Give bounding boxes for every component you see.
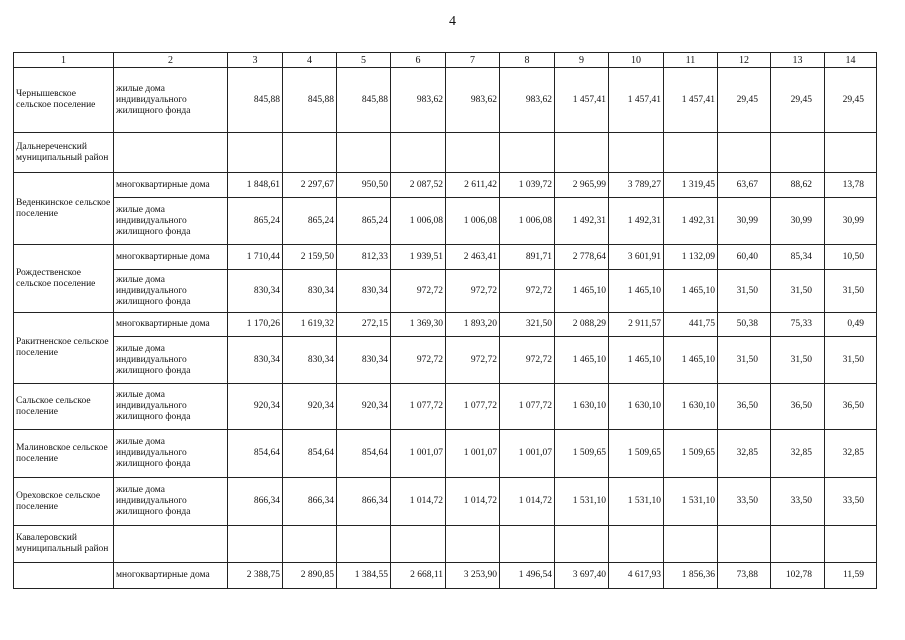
column-header-14: 14 [825, 53, 877, 68]
value-cell [664, 133, 718, 173]
value-cell: 1 006,08 [391, 198, 446, 245]
value-cell: 972,72 [391, 270, 446, 313]
value-cell: 1 170,26 [228, 313, 283, 337]
value-cell: 13,78 [825, 173, 877, 198]
housing-type-cell: многоквартирные дома [114, 173, 228, 198]
value-cell: 30,99 [771, 198, 825, 245]
value-cell: 30,99 [718, 198, 771, 245]
value-cell: 31,50 [825, 337, 877, 384]
value-cell: 845,88 [228, 68, 283, 133]
value-cell: 2 087,52 [391, 173, 446, 198]
value-cell: 983,62 [391, 68, 446, 133]
housing-type-cell: многоквартирные дома [114, 313, 228, 337]
table-row [14, 563, 877, 589]
column-header-1: 1 [14, 53, 114, 68]
value-cell: 63,67 [718, 173, 771, 198]
housing-type-cell: многоквартирные дома [114, 245, 228, 270]
value-cell: 1 939,51 [391, 245, 446, 270]
value-cell [446, 526, 500, 563]
settlement-name-cell: Чернышевское сельское поселение [14, 68, 114, 133]
value-cell: 1 014,72 [500, 478, 555, 526]
value-cell: 31,50 [771, 337, 825, 384]
value-cell [609, 526, 664, 563]
value-cell: 2 965,99 [555, 173, 609, 198]
value-cell: 102,78 [771, 563, 825, 589]
housing-type-cell: жилые дома индивидуального жилищного фонда [114, 478, 228, 526]
value-cell [446, 133, 500, 173]
value-cell: 30,99 [825, 198, 877, 245]
value-cell: 31,50 [771, 270, 825, 313]
settlement-name-cell [14, 563, 114, 589]
settlement-name-cell: Сальское сельское поселение [14, 384, 114, 430]
value-cell: 36,50 [718, 384, 771, 430]
value-cell: 1 710,44 [228, 245, 283, 270]
tariff-table [13, 52, 877, 589]
value-cell [771, 133, 825, 173]
value-cell: 972,72 [500, 337, 555, 384]
value-cell: 1 001,07 [391, 430, 446, 478]
value-cell: 1 384,55 [337, 563, 391, 589]
value-cell [500, 133, 555, 173]
value-cell: 3 789,27 [609, 173, 664, 198]
value-cell: 920,34 [228, 384, 283, 430]
column-header-12: 12 [718, 53, 771, 68]
value-cell: 854,64 [337, 430, 391, 478]
value-cell: 1 492,31 [664, 198, 718, 245]
value-cell: 1 006,08 [500, 198, 555, 245]
value-cell: 1 077,72 [500, 384, 555, 430]
table-row [14, 478, 877, 526]
column-header-9: 9 [555, 53, 609, 68]
value-cell [228, 526, 283, 563]
value-cell: 2 611,42 [446, 173, 500, 198]
value-cell [500, 526, 555, 563]
value-cell: 2 297,67 [283, 173, 337, 198]
value-cell: 1 465,10 [664, 270, 718, 313]
value-cell: 865,24 [337, 198, 391, 245]
value-cell: 830,34 [228, 270, 283, 313]
settlement-name-cell: Ракитненское сельское поселение [14, 313, 114, 384]
column-header-7: 7 [446, 53, 500, 68]
value-cell: 2 668,11 [391, 563, 446, 589]
value-cell: 32,85 [718, 430, 771, 478]
value-cell: 1 014,72 [446, 478, 500, 526]
value-cell: 830,34 [337, 270, 391, 313]
value-cell: 31,50 [825, 270, 877, 313]
value-cell: 321,50 [500, 313, 555, 337]
value-cell: 1 496,54 [500, 563, 555, 589]
settlement-name-cell: Рождественское сельское поселение [14, 245, 114, 313]
value-cell [825, 526, 877, 563]
column-header-8: 8 [500, 53, 555, 68]
value-cell: 1 509,65 [555, 430, 609, 478]
value-cell: 854,64 [228, 430, 283, 478]
column-header-13: 13 [771, 53, 825, 68]
column-header-11: 11 [664, 53, 718, 68]
value-cell: 0,49 [825, 313, 877, 337]
value-cell: 1 014,72 [391, 478, 446, 526]
value-cell: 50,38 [718, 313, 771, 337]
value-cell: 1 893,20 [446, 313, 500, 337]
value-cell: 2 388,75 [228, 563, 283, 589]
value-cell: 1 630,10 [555, 384, 609, 430]
settlement-name-cell: Дальнереченский муниципальный район [14, 133, 114, 173]
housing-type-cell: жилые дома индивидуального жилищного фонда [114, 384, 228, 430]
value-cell: 2 159,50 [283, 245, 337, 270]
value-cell: 845,88 [337, 68, 391, 133]
housing-type-cell: жилые дома индивидуального жилищного фонда [114, 68, 228, 133]
value-cell: 2 778,64 [555, 245, 609, 270]
housing-type-cell: жилые дома индивидуального жилищного фонда [114, 337, 228, 384]
column-header-10: 10 [609, 53, 664, 68]
value-cell: 31,50 [718, 270, 771, 313]
value-cell: 272,15 [337, 313, 391, 337]
value-cell: 865,24 [283, 198, 337, 245]
column-header-6: 6 [391, 53, 446, 68]
value-cell: 1 001,07 [500, 430, 555, 478]
value-cell: 1 856,36 [664, 563, 718, 589]
value-cell: 972,72 [391, 337, 446, 384]
value-cell [337, 133, 391, 173]
value-cell: 1 319,45 [664, 173, 718, 198]
value-cell: 33,50 [771, 478, 825, 526]
table-row [14, 526, 877, 563]
value-cell: 845,88 [283, 68, 337, 133]
column-header-4: 4 [283, 53, 337, 68]
value-cell: 36,50 [771, 384, 825, 430]
value-cell: 1 132,09 [664, 245, 718, 270]
value-cell: 1 465,10 [555, 270, 609, 313]
value-cell: 60,40 [718, 245, 771, 270]
table-row [14, 270, 877, 313]
value-cell: 1 077,72 [391, 384, 446, 430]
table-row [14, 133, 877, 173]
column-header-5: 5 [337, 53, 391, 68]
value-cell: 33,50 [718, 478, 771, 526]
value-cell: 950,50 [337, 173, 391, 198]
value-cell: 1 492,31 [555, 198, 609, 245]
value-cell: 983,62 [446, 68, 500, 133]
value-cell [283, 526, 337, 563]
value-cell: 891,71 [500, 245, 555, 270]
value-cell: 33,50 [825, 478, 877, 526]
value-cell: 441,75 [664, 313, 718, 337]
value-cell: 1 465,10 [609, 270, 664, 313]
value-cell: 3 601,91 [609, 245, 664, 270]
value-cell: 75,33 [771, 313, 825, 337]
value-cell [391, 133, 446, 173]
value-cell: 3 253,90 [446, 563, 500, 589]
page-number: 4 [449, 14, 456, 29]
housing-type-cell: жилые дома индивидуального жилищного фонда [114, 270, 228, 313]
value-cell: 920,34 [283, 384, 337, 430]
value-cell: 866,34 [283, 478, 337, 526]
value-cell [771, 526, 825, 563]
value-cell: 983,62 [500, 68, 555, 133]
table-row [14, 337, 877, 384]
value-cell: 1 006,08 [446, 198, 500, 245]
value-cell: 1 457,41 [664, 68, 718, 133]
value-cell: 1 630,10 [609, 384, 664, 430]
value-cell: 1 077,72 [446, 384, 500, 430]
value-cell: 866,34 [228, 478, 283, 526]
table-row [14, 384, 877, 430]
value-cell: 830,34 [228, 337, 283, 384]
value-cell [337, 526, 391, 563]
value-cell: 854,64 [283, 430, 337, 478]
value-cell: 73,88 [718, 563, 771, 589]
value-cell: 88,62 [771, 173, 825, 198]
value-cell: 1 509,65 [664, 430, 718, 478]
table-row [14, 173, 877, 198]
value-cell [718, 133, 771, 173]
value-cell: 10,50 [825, 245, 877, 270]
housing-type-cell [114, 133, 228, 173]
value-cell: 972,72 [500, 270, 555, 313]
column-header-2: 2 [114, 53, 228, 68]
value-cell: 2 911,57 [609, 313, 664, 337]
value-cell: 1 630,10 [664, 384, 718, 430]
value-cell: 1 531,10 [555, 478, 609, 526]
value-cell: 32,85 [825, 430, 877, 478]
value-cell: 1 369,30 [391, 313, 446, 337]
value-cell: 830,34 [283, 270, 337, 313]
table-row [14, 430, 877, 478]
value-cell: 2 463,41 [446, 245, 500, 270]
value-cell: 32,85 [771, 430, 825, 478]
value-cell: 1 619,32 [283, 313, 337, 337]
housing-type-cell [114, 526, 228, 563]
table-row [14, 68, 877, 133]
value-cell: 1 457,41 [609, 68, 664, 133]
value-cell: 4 617,93 [609, 563, 664, 589]
value-cell [664, 526, 718, 563]
settlement-name-cell: Кавалеровский муниципальный район [14, 526, 114, 563]
value-cell: 1 848,61 [228, 173, 283, 198]
value-cell: 1 465,10 [555, 337, 609, 384]
housing-type-cell: многоквартирные дома [114, 563, 228, 589]
value-cell: 830,34 [283, 337, 337, 384]
value-cell [555, 133, 609, 173]
value-cell: 2 890,85 [283, 563, 337, 589]
header-row [14, 53, 877, 68]
table-row [14, 198, 877, 245]
value-cell: 1 509,65 [609, 430, 664, 478]
value-cell: 1 457,41 [555, 68, 609, 133]
value-cell: 972,72 [446, 337, 500, 384]
value-cell: 865,24 [228, 198, 283, 245]
value-cell: 1 465,10 [609, 337, 664, 384]
value-cell [825, 133, 877, 173]
table-row [14, 245, 877, 270]
value-cell: 36,50 [825, 384, 877, 430]
value-cell: 29,45 [771, 68, 825, 133]
value-cell: 972,72 [446, 270, 500, 313]
settlement-name-cell: Ореховское сельское поселение [14, 478, 114, 526]
value-cell: 1 039,72 [500, 173, 555, 198]
settlement-name-cell: Малиновское сельское поселение [14, 430, 114, 478]
housing-type-cell: жилые дома индивидуального жилищного фонда [114, 198, 228, 245]
value-cell: 812,33 [337, 245, 391, 270]
value-cell [391, 526, 446, 563]
value-cell: 1 465,10 [664, 337, 718, 384]
value-cell [718, 526, 771, 563]
value-cell: 29,45 [718, 68, 771, 133]
value-cell: 29,45 [825, 68, 877, 133]
value-cell: 3 697,40 [555, 563, 609, 589]
value-cell: 830,34 [337, 337, 391, 384]
value-cell [555, 526, 609, 563]
value-cell: 31,50 [718, 337, 771, 384]
value-cell: 1 531,10 [664, 478, 718, 526]
value-cell: 866,34 [337, 478, 391, 526]
value-cell [228, 133, 283, 173]
value-cell: 1 492,31 [609, 198, 664, 245]
value-cell: 1 531,10 [609, 478, 664, 526]
value-cell: 920,34 [337, 384, 391, 430]
column-header-3: 3 [228, 53, 283, 68]
value-cell: 1 001,07 [446, 430, 500, 478]
value-cell [609, 133, 664, 173]
housing-type-cell: жилые дома индивидуального жилищного фонда [114, 430, 228, 478]
value-cell [283, 133, 337, 173]
settlement-name-cell: Веденкинское сельское поселение [14, 173, 114, 245]
value-cell: 85,34 [771, 245, 825, 270]
value-cell: 2 088,29 [555, 313, 609, 337]
table-row [14, 313, 877, 337]
value-cell: 11,59 [825, 563, 877, 589]
